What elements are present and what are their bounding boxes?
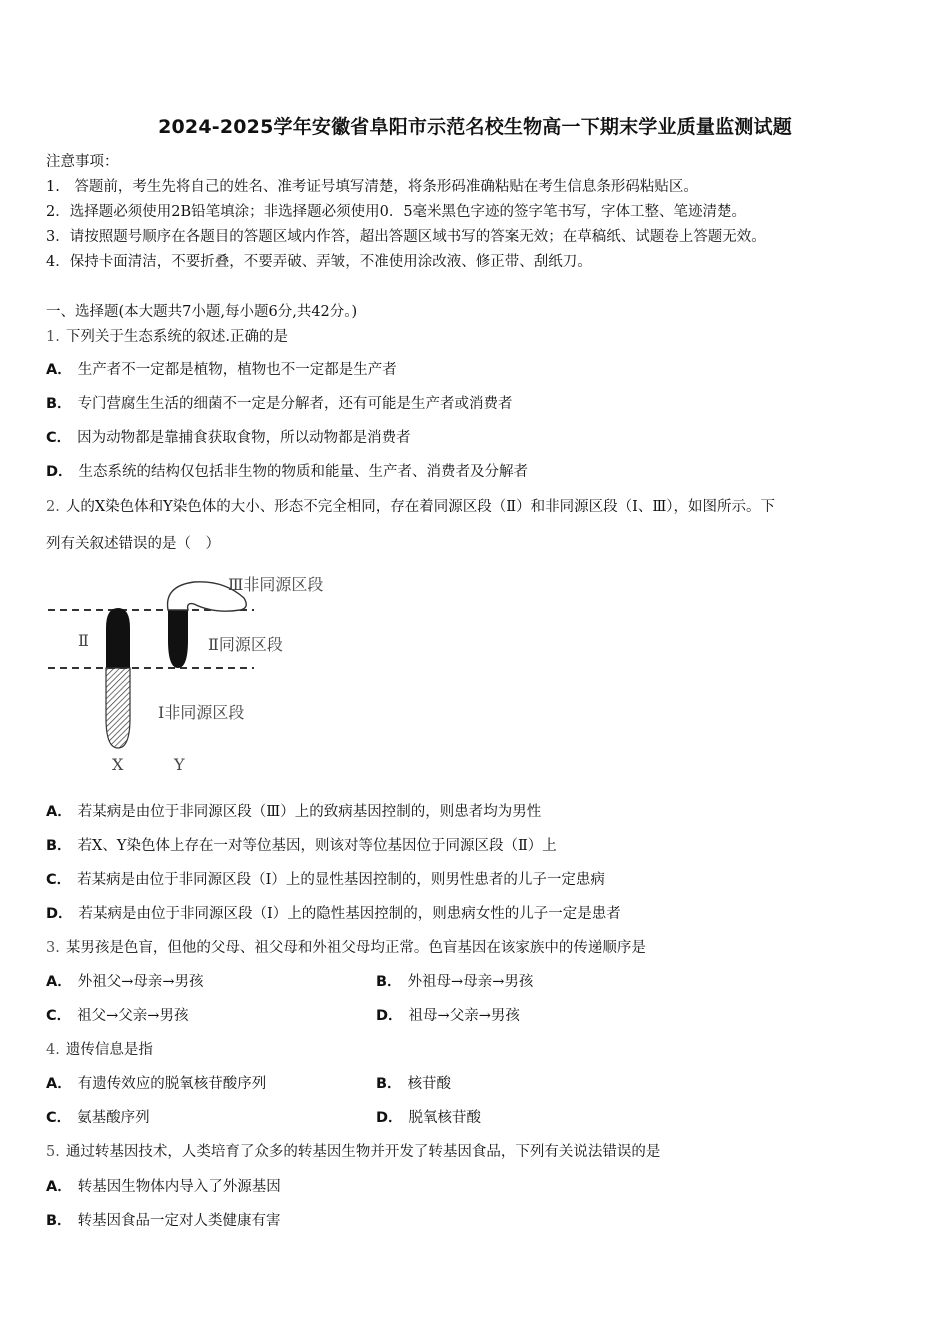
option-text: 祖母→父亲→男孩 [408, 1008, 520, 1024]
notice-item: 2．选择题必须使用2B铅笔填涂；非选择题必须使用0．5毫米黑色字迹的签字笔书写，字体工整、笔迹清楚。 [46, 204, 747, 220]
option-label: D． [376, 1008, 403, 1024]
x-chromosome-nonhomologous-segment [106, 668, 130, 748]
option [46, 428, 411, 448]
option-text: 若某病是由位于非同源区段（Ⅰ）上的显性基因控制的，则男性患者的儿子一定患病 [77, 872, 605, 888]
option [46, 1074, 266, 1094]
option-label: A． [46, 974, 72, 990]
option-text: 生产者不一定都是植物，植物也不一定都是生产者 [77, 362, 397, 378]
label-segment-i: Ⅰ非同源区段 [158, 703, 245, 722]
question-number: 5. [46, 1144, 60, 1160]
option [46, 972, 204, 992]
notice-item: 4．保持卡面清洁，不要折叠，不要弄破、弄皱，不准使用涂改液、修正带、刮纸刀。 [46, 254, 592, 270]
page-title: 2024-2025学年安徽省阜阳市示范名校生物高一下期末学业质量监测试题 [158, 116, 792, 138]
option-label: A． [46, 362, 72, 378]
question-text: 人的X染色体和Y染色体的大小、形态不完全相同，存在着同源区段（Ⅱ）和非同源区段（Ⅰ、Ⅲ），如图所示。下 [65, 499, 776, 515]
notice-heading: 注意事项： [46, 154, 119, 170]
question-stem [46, 327, 288, 347]
question-text: 某男孩是色盲，但他的父母、祖父母和外祖父母均正常。色盲基因在该家族中的传递顺序是 [65, 940, 646, 956]
section-heading: 一、选择题(本大题共7小题,每小题6分,共42分。) [46, 304, 358, 320]
option-label: C． [46, 872, 72, 888]
option-label: C． [46, 1008, 72, 1024]
question-number: 4. [46, 1042, 60, 1058]
question-text: 通过转基因技术，人类培育了众多的转基因生物并开发了转基因食品，下列有关说法错误的是 [65, 1144, 661, 1160]
option [46, 1108, 150, 1128]
option-label: B． [46, 838, 72, 854]
option-text: 转基因食品一定对人类健康有害 [77, 1213, 281, 1229]
option [46, 462, 528, 482]
option [46, 360, 397, 380]
label-segment-ii-left: Ⅱ [78, 631, 89, 650]
question-text-continued: 列有关叙述错误的是（ ） [46, 536, 220, 552]
option [376, 972, 533, 992]
option-text: 核苷酸 [407, 1076, 452, 1092]
question-text: 下列关于生态系统的叙述.正确的是 [65, 329, 288, 345]
option [376, 1108, 481, 1128]
label-segment-iii: Ⅲ非同源区段 [228, 575, 324, 594]
option-label: A． [46, 804, 72, 820]
question-number: 3. [46, 940, 60, 956]
option-text: 专门营腐生生活的细菌不一定是分解者，还有可能是生产者或消费者 [77, 396, 513, 412]
option-label: A． [46, 1179, 72, 1195]
option [46, 1006, 188, 1026]
option [46, 394, 513, 414]
option-text: 脱氧核苷酸 [408, 1110, 482, 1126]
option [46, 1177, 281, 1197]
question-stem [46, 1142, 660, 1162]
option [46, 1211, 281, 1231]
option-label: B． [376, 1076, 402, 1092]
question-stem [46, 1040, 153, 1060]
option-label: B． [46, 396, 72, 412]
label-y: Y [174, 755, 185, 774]
option-label: D． [376, 1110, 403, 1126]
option-label: C． [46, 1110, 72, 1126]
option-text: 若某病是由位于非同源区段（Ⅰ）上的隐性基因控制的，则患病女性的儿子一定是患者 [78, 906, 621, 922]
option-label: D． [46, 906, 73, 922]
option-text: 外祖母→母亲→男孩 [407, 974, 534, 990]
question-number: 2. [46, 499, 60, 515]
option [46, 802, 541, 822]
option [376, 1074, 451, 1094]
x-chromosome [106, 608, 130, 748]
option [46, 870, 605, 890]
option [376, 1006, 520, 1026]
option-text: 氨基酸序列 [77, 1110, 150, 1126]
y-chromosome [168, 582, 247, 668]
option-text: 祖父→父亲→男孩 [77, 1008, 189, 1024]
notice-item: 3．请按照题号顺序在各题目的答题区域内作答，超出答题区域书写的答案无效；在草稿纸、试题卷上答题无效。 [46, 229, 766, 245]
label-segment-ii: Ⅱ同源区段 [208, 635, 283, 654]
y-chromosome-homologous-segment [168, 610, 188, 668]
option-text: 若某病是由位于非同源区段（Ⅲ）上的致病基因控制的，则患者均为男性 [77, 804, 542, 820]
option-label: B． [46, 1213, 72, 1229]
option [46, 836, 557, 856]
option-text: 转基因生物体内导入了外源基因 [77, 1179, 281, 1195]
option-text: 外祖父→母亲→男孩 [77, 974, 204, 990]
option [46, 904, 621, 924]
option-label: A． [46, 1076, 72, 1092]
question-stem [46, 938, 646, 958]
option-text: 有遗传效应的脱氧核苷酸序列 [77, 1076, 267, 1092]
option-text: 因为动物都是靠捕食获取食物，所以动物都是消费者 [77, 430, 411, 446]
label-x: X [112, 755, 124, 774]
option-label: B． [376, 974, 402, 990]
question-text: 遗传信息是指 [65, 1042, 153, 1058]
notice-item: 1. 答题前，考生先将自己的姓名、准考证号填写清楚，将条形码准确粘贴在考生信息条形码粘贴区。 [46, 179, 698, 195]
option-text: 生态系统的结构仅包括非生物的物质和能量、生产者、消费者及分解者 [78, 464, 529, 480]
chromosome-diagram [44, 568, 364, 778]
option-text: 若X、Y染色体上存在一对等位基因，则该对等位基因位于同源区段（Ⅱ）上 [77, 838, 557, 854]
option-label: D． [46, 464, 73, 480]
question-number: 1. [46, 329, 60, 345]
option-label: C． [46, 430, 72, 446]
x-chromosome-homologous-segment [106, 608, 130, 668]
question-stem [46, 497, 775, 517]
